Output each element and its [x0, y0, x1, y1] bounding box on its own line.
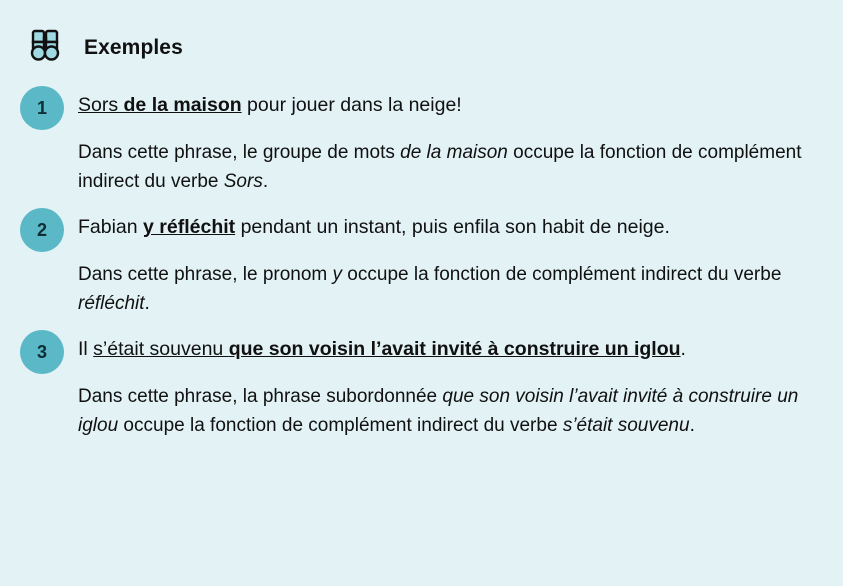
example-number-badge: 1 [20, 86, 64, 130]
example-body [78, 212, 823, 332]
sentence-part-underlined: Sors [78, 94, 124, 116]
explanation-part-italic: que son voisin l’avait invité à construire un iglou [78, 386, 799, 436]
example-explanation [78, 138, 823, 196]
example-explanation [78, 260, 823, 318]
explanation-part-plain: Dans cette phrase, la phrase subordonnée [78, 386, 443, 407]
explanation-part-plain-2: occupe la fonction de complément indirect du verbe [78, 142, 802, 192]
sentence-part-highlight: que son voisin l’avait invité à construire un iglou [228, 338, 681, 360]
sentence-part-underlined: s’était souvenu [93, 338, 229, 360]
example-explanation [78, 382, 823, 440]
page-title: Exemples [84, 36, 183, 59]
example-body [78, 90, 823, 210]
page-header [22, 20, 823, 76]
sentence-part-highlight: y réfléchit [143, 216, 236, 238]
explanation-part-italic: y [332, 264, 343, 285]
explanation-part-italic-2: s’était souvenu [562, 415, 690, 436]
example-item [20, 212, 823, 332]
sentence-part-plain: Il [78, 338, 94, 360]
explanation-part-end: . [262, 171, 269, 192]
explanation-part-end: . [689, 415, 695, 436]
example-body [78, 334, 823, 454]
sentence-part-plain: Fabian [78, 216, 144, 238]
explanation-part-italic-2: Sors [223, 171, 263, 192]
explanation-part-plain-2: occupe la fonction de complément indirect du verbe [118, 415, 563, 436]
explanation-part-plain: Dans cette phrase, le pronom [78, 264, 333, 285]
example-sentence [78, 214, 823, 240]
explanation-part-plain-2: occupe la fonction de complément indirect du verbe [342, 264, 782, 285]
explanation-part-italic: de la maison [400, 142, 508, 163]
explanation-part-italic-2: réfléchit [78, 293, 145, 314]
explanation-part-plain: Dans cette phrase, le groupe de mots [78, 142, 401, 163]
sentence-part-plain-2: pendant un instant, puis enfila son habit de neige. [235, 216, 670, 238]
explanation-part-end: . [144, 293, 150, 314]
example-number-badge: 3 [20, 330, 64, 374]
sentence-part-plain: pour jouer dans la neige! [241, 94, 462, 116]
example-sentence [78, 92, 823, 118]
sentence-part-highlight: de la maison [123, 94, 242, 116]
example-sentence [78, 336, 823, 362]
example-item [20, 90, 823, 210]
binoculars-icon [22, 26, 68, 70]
sentence-part-end: . [680, 338, 686, 360]
example-item [20, 334, 823, 454]
example-number-badge: 2 [20, 208, 64, 252]
